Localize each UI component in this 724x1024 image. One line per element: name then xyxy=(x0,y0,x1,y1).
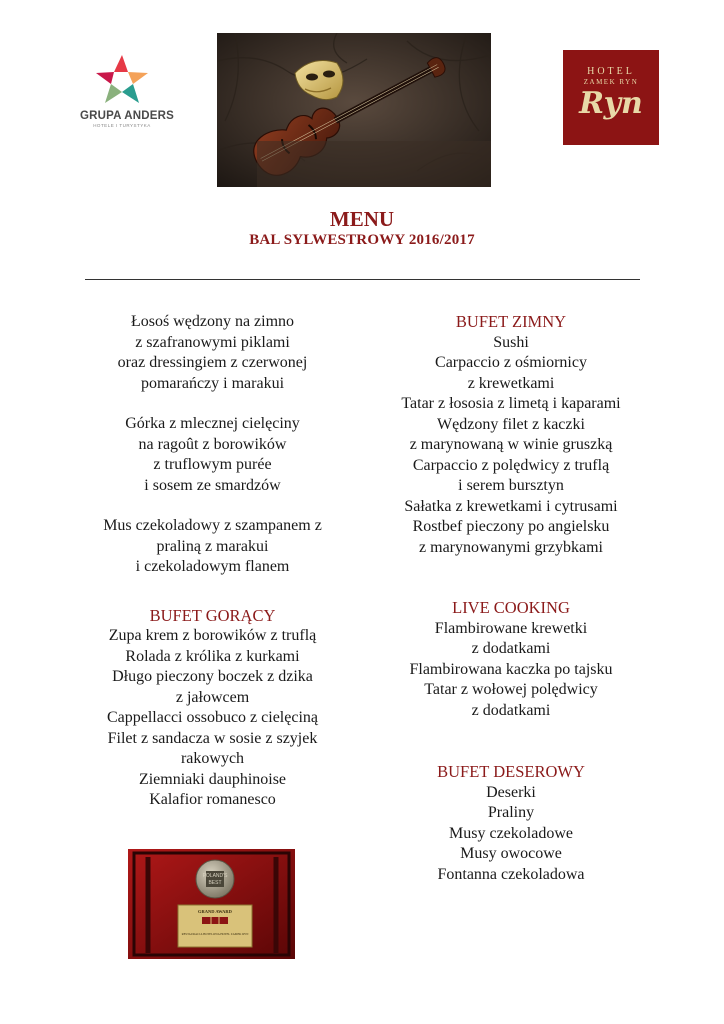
title-divider xyxy=(85,279,640,280)
left-menu-column xyxy=(75,312,350,811)
buffet-hot-section xyxy=(75,606,350,811)
menu-line: z marynowaną w winie gruszką xyxy=(409,436,613,453)
section-heading: BUFET DESEROWY xyxy=(437,762,585,781)
award-title: GRAND AWARD xyxy=(198,909,232,914)
hotel-subtitle: ZAMEK RYN xyxy=(583,78,639,86)
hotel-ryn-logo xyxy=(563,50,659,145)
star-logo-icon xyxy=(93,52,151,106)
menu-line: Tatar z łososia z limetą i kaparami xyxy=(401,395,621,412)
plated-course xyxy=(75,414,350,496)
menu-line: Filet z sandacza w sosie z szyjek xyxy=(107,729,318,747)
buffet-dessert-section xyxy=(375,762,647,885)
menu-line: na ragoût z borowików xyxy=(138,435,287,453)
menu-line: Długo pieczony boczek z dzika xyxy=(112,668,313,685)
menu-line: Praliny xyxy=(487,804,535,821)
menu-line: Rolada z królika z kurkami xyxy=(125,647,300,665)
menu-line: Mus czekoladowy z szampanem z xyxy=(103,517,322,534)
menu-line: Górka z mlecznej cielęciny xyxy=(125,415,300,432)
section-heading: BUFET ZIMNY xyxy=(455,312,567,331)
menu-line: z dodatkami xyxy=(471,701,551,719)
menu-line: i czekoladowym flanem xyxy=(135,558,290,575)
menu-line: Cappellacci ossobuco z cielęciną xyxy=(106,709,318,726)
menu-line: Rostbef pieczony po angielsku xyxy=(412,518,610,535)
menu-line: Łosoś wędzony na zimno xyxy=(130,313,295,330)
menu-line: z marynowanymi grzybkami xyxy=(419,538,603,556)
plaque-text: RESTAURACJA HOTELOWA HOTEL ZAMEK RYN xyxy=(181,932,249,936)
seal-text: BEST xyxy=(208,880,222,886)
live-cooking-section xyxy=(375,598,647,721)
award-photo xyxy=(128,849,295,959)
menu-line: Musy owocowe xyxy=(460,845,562,862)
menu-title: MENU xyxy=(329,207,395,231)
event-title: BAL SYLWESTROWY 2016/2017 xyxy=(249,232,475,248)
menu-line: z krewetkami xyxy=(467,374,555,392)
menu-line: Fontanna czekoladowa xyxy=(437,865,585,883)
hotel-label: HOTEL xyxy=(587,66,635,77)
menu-line: z szafranowymi piklami xyxy=(135,333,290,351)
grupa-anders-logo xyxy=(80,52,174,142)
menu-line: z dodatkami xyxy=(471,640,551,657)
menu-line: z truflowym purée xyxy=(153,456,272,473)
menu-line: Zupa krem z borowików z truflą xyxy=(108,627,317,644)
menu-line: rakowych xyxy=(180,750,245,767)
buffet-cold-section xyxy=(375,312,647,558)
logo-name: GRUPA ANDERS xyxy=(80,110,174,122)
menu-line: Kalafior romanesco xyxy=(149,791,276,808)
menu-line: Flambirowane krewetki xyxy=(434,619,588,637)
menu-line: Sushi xyxy=(493,333,529,351)
menu-line: Tatar z wołowej polędwicy xyxy=(424,681,598,698)
section-heading: BUFET GORĄCY xyxy=(149,605,276,625)
menu-line: Musy czekoladowe xyxy=(449,824,573,842)
menu-line: pomarańczy i marakui xyxy=(140,374,285,392)
hero-image-violin-mask xyxy=(217,33,491,187)
menu-line: Carpaccio z ośmiornicy xyxy=(435,354,587,371)
plated-course xyxy=(75,312,350,394)
menu-line: Carpaccio z polędwicy z truflą xyxy=(412,456,610,474)
right-menu-column xyxy=(375,312,647,885)
section-heading: LIVE COOKING xyxy=(452,598,570,617)
logo-tagline: HOTELE I TURYSTYKA xyxy=(93,123,151,128)
menu-line: Ziemniaki dauphinoise xyxy=(138,770,287,788)
menu-line: z jałowcem xyxy=(175,688,250,706)
menu-line: Sałatka z krewetkami i cytrusami xyxy=(404,497,618,515)
menu-line: praliną z marakui xyxy=(156,537,269,555)
menu-line: i sosem ze smardzów xyxy=(144,476,281,494)
hotel-name: Ryn xyxy=(579,86,643,121)
menu-line: i serem bursztyn xyxy=(458,477,564,494)
plated-course xyxy=(75,516,350,578)
menu-line: Flambirowana kaczka po tajsku xyxy=(409,660,613,678)
menu-line: oraz dressingiem z czerwonej xyxy=(117,354,308,371)
seal-text: POLAND'S xyxy=(202,873,228,879)
menu-line: Deserki xyxy=(486,783,536,801)
menu-line: Wędzony filet z kaczki xyxy=(437,415,585,433)
